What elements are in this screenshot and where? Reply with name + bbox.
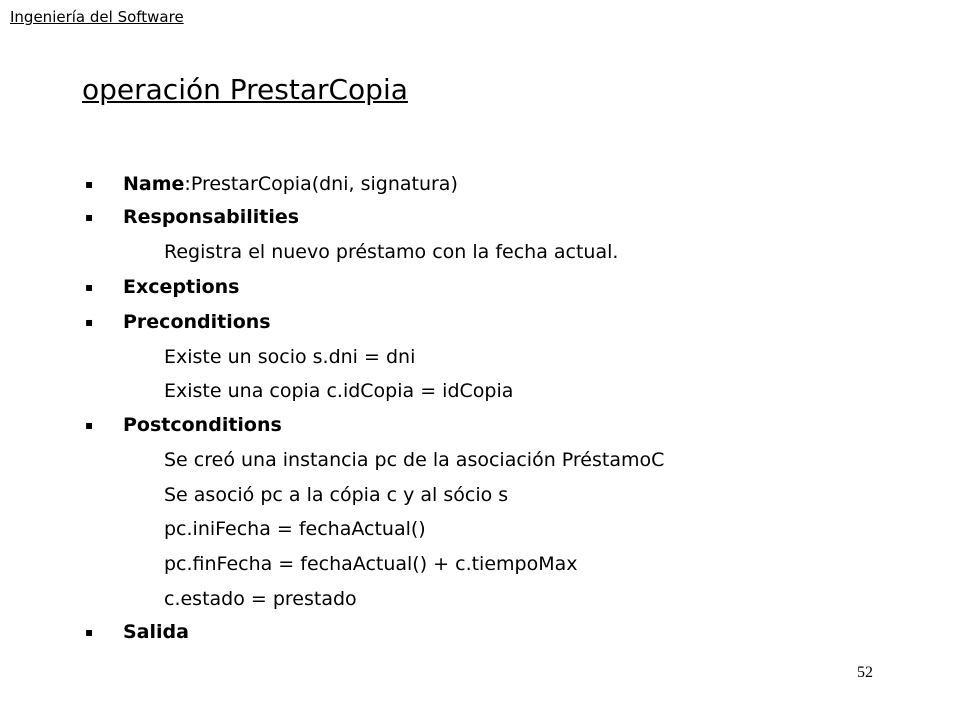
precondition-line: Existe una copia c.idCopia = idCopia [164, 380, 514, 402]
square-bullet-icon: ▪ [85, 315, 94, 329]
postcondition-line: pc.iniFecha = fechaActual() [164, 518, 426, 540]
responsabilities-text: Registra el nuevo préstamo con la fecha actual. [164, 241, 619, 263]
course-header-link[interactable]: Ingeniería del Software [10, 8, 184, 26]
bullet-item-preconditions [85, 310, 271, 334]
slide-title: operación PrestarCopia [82, 73, 408, 106]
bullet-item-name [85, 172, 458, 196]
preconditions-label: Preconditions [123, 311, 271, 333]
square-bullet-icon: ▪ [85, 280, 94, 294]
square-bullet-icon: ▪ [85, 210, 94, 224]
square-bullet-icon: ▪ [85, 625, 94, 639]
bullet-item-exceptions [85, 275, 239, 299]
postcondition-line: Se asoció pc a la cópia c y al sócio s [164, 484, 509, 506]
square-bullet-icon: ▪ [85, 177, 94, 191]
bullet-item-postconditions [85, 413, 282, 437]
postcondition-line: c.estado = prestado [164, 588, 357, 610]
bullet-item-responsabilities [85, 205, 299, 229]
square-bullet-icon: ▪ [85, 418, 94, 432]
postconditions-label: Postconditions [123, 414, 282, 436]
postcondition-line: Se creó una instancia pc de la asociación PréstamoC [164, 449, 665, 471]
responsabilities-label: Responsabilities [123, 206, 300, 228]
salida-label: Salida [123, 621, 189, 643]
name-value: :PrestarCopia(dni, signatura) [184, 173, 458, 195]
precondition-line: Existe un socio s.dni = dni [164, 346, 416, 368]
page-number: 52 [857, 664, 873, 681]
exceptions-label: Exceptions [123, 276, 240, 298]
name-label: Name [123, 173, 185, 195]
postcondition-line: pc.finFecha = fechaActual() + c.tiempoMax [164, 553, 578, 575]
bullet-item-salida [85, 620, 189, 644]
